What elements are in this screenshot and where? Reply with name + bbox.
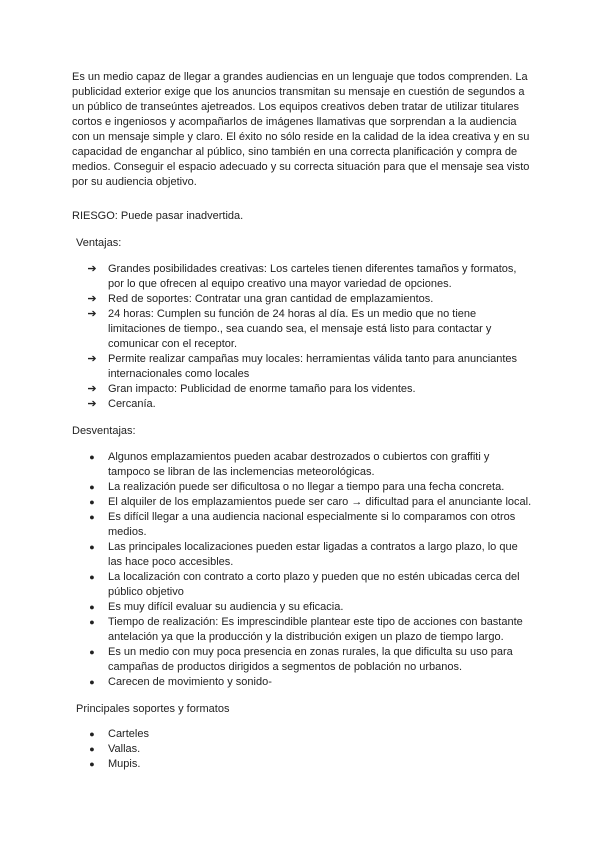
list-item [72, 757, 532, 772]
arrow-bullet-icon: ➔ [87, 263, 97, 275]
list-item-text: Permite realizar campañas muy locales: herramientas válida tanto para anunciantes internacionales como locales [108, 353, 518, 380]
document-page [72, 70, 532, 784]
list-item [72, 450, 532, 480]
list-item-text: Cercanía. [108, 398, 156, 410]
arrow-bullet-icon: ➔ [87, 293, 97, 305]
dot-bullet-icon: ● [89, 647, 95, 657]
list-item-text: La localización con contrato a corto plazo y pueden que no estén ubicadas cerca del público objetivo [108, 571, 520, 598]
list-item-text: Carecen de movimiento y sonido- [108, 676, 272, 688]
formatos-list [72, 727, 532, 772]
desventajas-heading: Desventajas: [72, 425, 136, 437]
list-item [72, 615, 532, 645]
list-item-text: Tiempo de realización: Es imprescindible plantear este tipo de acciones con bastante antelación ya que la producción y la distribución exigen un plazo de tiempo largo. [108, 616, 523, 643]
list-item [72, 352, 532, 382]
list-item [72, 510, 532, 540]
dot-bullet-icon: ● [89, 617, 95, 627]
list-item [72, 382, 532, 397]
list-item-text: Es difícil llegar a una audiencia nacional especialmente si lo comparamos con otros medios. [108, 511, 516, 538]
dot-bullet-icon: ● [89, 542, 95, 552]
dot-bullet-icon: ● [89, 482, 95, 492]
arrow-bullet-icon: ➔ [87, 308, 97, 320]
risk-line: RIESGO: Puede pasar inadvertida. [72, 210, 244, 222]
list-item [72, 495, 532, 510]
dot-bullet-icon: ● [89, 602, 95, 612]
list-item-text: Las principales localizaciones pueden estar ligadas a contratos a largo plazo, lo que las hace poco accesibles. [108, 541, 518, 568]
list-item-text: El alquiler de los emplazamientos puede ser caro → dificultad para el anunciante local. [108, 496, 532, 508]
arrow-bullet-icon: ➔ [87, 353, 97, 365]
list-item [72, 675, 532, 690]
dot-bullet-icon: ● [89, 572, 95, 582]
ventajas-list [72, 262, 532, 412]
list-item [72, 600, 532, 615]
intro-paragraph: Es un medio capaz de llegar a grandes audiencias en un lenguaje que todos comprenden. La publicidad exterior exige que los anuncios transmitan su mensaje en cuestión de segundos a un público de transeúntes ajetreados. Los equipos creativos deben tratar de utilizar titulares cortos e ingeniosos y acompañarlos de imágenes llamativas que sorprendan a la audiencia con un mensaje simple y claro. El éxito no sólo reside en la calidad de la idea creativa y en su capacidad de enganchar al público, sino también en una correcta planificación y compra de medios. Conseguir el espacio adecuado y su correcta situación para que el mensaje sea visto por su audiencia objetivo. [72, 71, 530, 188]
list-item [72, 307, 532, 352]
list-item [72, 262, 532, 292]
list-item-text: La realización puede ser dificultosa o no llegar a tiempo para una fecha concreta. [108, 481, 505, 493]
dot-bullet-icon: ● [89, 729, 95, 739]
dot-bullet-icon: ● [89, 744, 95, 754]
ventajas-heading: Ventajas: [76, 237, 122, 249]
list-item-text: Es un medio con muy poca presencia en zonas rurales, la que dificulta su uso para campañas de productos dirigidos a segmentos de población no urbanos. [108, 646, 513, 673]
arrow-bullet-icon: ➔ [87, 383, 97, 395]
formatos-heading: Principales soportes y formatos [76, 703, 230, 715]
list-item-text: Es muy difícil evaluar su audiencia y su eficacia. [108, 601, 344, 613]
dot-bullet-icon: ● [89, 759, 95, 769]
arrow-bullet-icon: ➔ [87, 398, 97, 410]
list-item-text: Carteles [108, 728, 149, 740]
dot-bullet-icon: ● [89, 677, 95, 687]
list-item [72, 397, 532, 412]
list-item [72, 727, 532, 742]
list-item [72, 292, 532, 307]
list-item-text: Gran impacto: Publicidad de enorme tamaño para los videntes. [108, 383, 416, 395]
list-item-text: Algunos emplazamientos pueden acabar destrozados o cubiertos con graffiti y tampoco se libran de las inclemencias meteorológicas. [108, 451, 490, 478]
list-item [72, 570, 532, 600]
list-item-text: Vallas. [108, 743, 141, 755]
list-item-text: Mupis. [108, 758, 141, 770]
list-item-text: Red de soportes: Contratar una gran cantidad de emplazamientos. [108, 293, 434, 305]
desventajas-list [72, 450, 532, 690]
list-item [72, 742, 532, 757]
list-item [72, 480, 532, 495]
list-item-text: 24 horas: Cumplen su función de 24 horas al día. Es un medio que no tiene limitaciones de tiempo., sea cuando sea, el mensaje está listo para contactar y comunicar con el receptor. [108, 308, 492, 350]
dot-bullet-icon: ● [89, 452, 95, 462]
list-item-text: Grandes posibilidades creativas: Los carteles tienen diferentes tamaños y formatos, por lo que ofrecen al equipo creativo una mayor variedad de opciones. [108, 263, 517, 290]
dot-bullet-icon: ● [89, 497, 95, 507]
dot-bullet-icon: ● [89, 512, 95, 522]
list-item [72, 540, 532, 570]
list-item [72, 645, 532, 675]
